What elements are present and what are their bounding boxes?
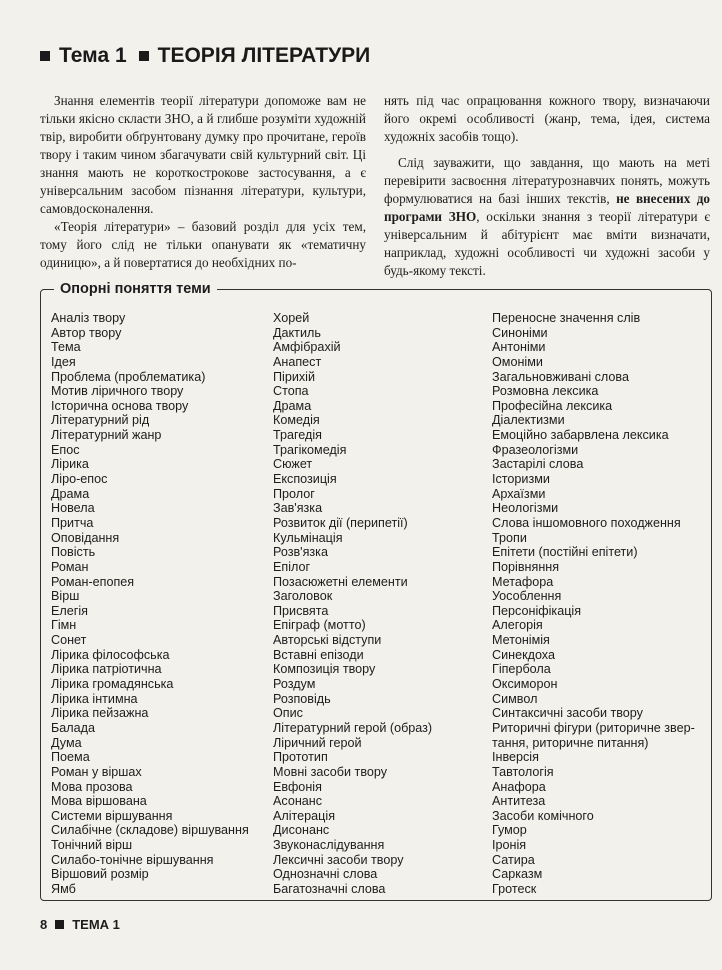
concept-item: Емоційно забарвлена лексика [492,428,669,443]
concept-item: Ямб [51,881,76,896]
concept-item: Драма [273,398,312,413]
concept-item: Синекдоха [492,647,555,662]
intro-right-column [384,92,710,280]
concepts-title: Опорні поняття теми [54,281,217,297]
intro-bold-text: не внесених до програми ЗНО [384,191,711,224]
concept-item: Синтаксичні засоби твору [492,706,643,721]
concept-item: Історизми [492,472,550,487]
concept-item: Метонімія [492,633,550,648]
page-title [40,44,370,68]
concept-item: Розмовна лексика [492,384,599,399]
topic-title: ТЕОРІЯ ЛІТЕРАТУРИ [157,44,371,67]
concept-item: Діалектизми [492,413,565,428]
concept-item: Стопа [273,384,309,399]
concept-item: Тема [51,340,81,355]
intro-text: Слід зауважити, що завдання, що мають на меті перевірити засвоєння літературознавчих понять, можуть формулюватися на базі інших текстів, [384,155,710,206]
concept-item: Антитеза [492,794,546,809]
concept-item: Розповідь [273,691,331,706]
page-footer [40,917,120,932]
concept-item: Алегорія [492,618,543,633]
concept-item: Лірика [51,457,89,472]
concept-item: Архаїзми [492,486,546,501]
concept-item: Хорей [273,311,310,325]
concept-item: Роздум [273,677,316,692]
concept-item: Елегія [51,603,88,618]
concept-item: Лірика філософська [51,647,170,662]
topic-label: Тема 1 [59,44,127,67]
concept-item: Уособлення [492,589,562,604]
square-bullet-icon [139,51,149,61]
concept-item: Драма [51,486,90,501]
intro-left-column [40,92,366,272]
concept-item: Гімн [51,618,77,633]
concept-item: Епіграф (мотто) [273,618,366,633]
concept-item: Загальновживані слова [492,369,629,384]
concept-item: Засоби комічного [492,808,594,823]
concept-item: Трагедія [273,428,323,443]
concept-item: Мовні засоби твору [273,764,388,779]
concept-item: Застарілі слова [492,457,584,472]
concept-item: Притча [51,515,94,530]
concept-item: Пролог [273,486,315,501]
concept-item: Сюжет [273,457,313,472]
concept-item: Історична основа твору [51,398,189,413]
concept-item: Комедія [273,413,320,428]
concept-item: Аналіз твору [51,311,126,325]
intro-paragraph: нять під час опрацювання кожного твору, визначаючи його окремі особливості (жанр, тема, ідея, система художніх засобів тощо). [384,93,710,144]
concept-item: Антоніми [492,340,546,355]
concept-item: Новела [51,501,95,516]
concept-item: Присвята [273,603,329,618]
intro-text: , оскільки знання з теорії літератури є універсальним й абітурієнт має вміти визначати, наприклад, художні особливості чи художні засоби у будь-якому тексті. [384,209,711,278]
concept-item: Багатозначні слова [273,881,386,896]
concept-item: Амфібрахій [273,340,341,355]
concept-item: Іронія [492,838,527,853]
concept-item: Силабо-тонічне віршування [51,852,214,867]
concept-item: Лірика пейзажна [51,706,149,721]
concept-item: Гіпербола [492,662,551,677]
concept-item: Роман [51,559,89,574]
concept-item: Повість [51,545,96,560]
concept-item: Ліричний герой [273,735,362,750]
concept-item: Літературний герой (образ) [273,720,433,735]
concept-item: Анапест [273,354,322,369]
footer-section: ТЕМА 1 [72,917,120,932]
concept-item: Епітети (постійні епітети) [492,545,638,560]
concept-item: Алітерація [273,808,336,823]
concepts-column-1 [51,311,266,897]
concept-item: Тонічний вірш [51,838,133,853]
intro-paragraph [384,154,710,280]
concept-item: Епос [51,442,80,457]
concept-item: Роман-епопея [51,574,135,589]
concept-item: Прототип [273,750,328,765]
concept-item: Експозиція [273,472,337,487]
concept-item: Сонет [51,633,87,648]
concept-item: Синоніми [492,325,548,340]
concept-item: Автор твору [51,325,122,340]
concept-item: Порівняння [492,559,560,574]
concept-item: Переносне значення слів [492,311,641,325]
concept-item: Асонанс [273,794,323,809]
concept-item: Позасюжетні елементи [273,574,408,589]
concept-item: Мотив ліричного твору [51,384,184,399]
concept-item: Зав'язка [273,501,323,516]
concept-item: Літературний рід [51,413,150,428]
concept-item: Мова віршована [51,794,147,809]
concept-item: Віршовий розмір [51,867,149,882]
square-bullet-icon [40,51,50,61]
concept-item: Композиція твору [273,662,376,677]
concept-item: Оксиморон [492,677,558,692]
concept-item: Ідея [51,354,76,369]
concept-item: Дисонанс [273,823,330,838]
concept-item: Опис [273,706,303,721]
concept-item: Евфонія [273,779,322,794]
concept-item: Лірика інтимна [51,691,138,706]
concept-item: Риторичні фігури (риторичне звер- [492,720,695,735]
concept-item: Оповідання [51,530,120,545]
concept-item: Тавтологія [492,764,554,779]
page-number: 8 [40,917,48,932]
concepts-column-2 [273,311,483,897]
concept-item: Анафора [492,779,546,794]
concept-item: Символ [492,691,538,706]
concept-item: Кульмінація [273,530,343,545]
concept-item: Вірш [51,589,80,604]
concept-item: Тропи [492,530,527,545]
concept-item: Гротеск [492,881,537,896]
concept-item: Роман у віршах [51,764,142,779]
intro-paragraph: «Теорія літератури» – базовий розділ для усіх тем, тому його слід не тільки опанувати як «тематичну одиницю», а й повертатися до необхідних по- [40,219,366,270]
concept-item: Лексичні засоби твору [273,852,404,867]
concept-item: Балада [51,720,95,735]
concept-item: Заголовок [273,589,333,604]
concept-item: Гумор [492,823,527,838]
concept-item: Дактиль [273,325,321,340]
concept-item: Епілог [273,559,311,574]
concept-item: Професійна лексика [492,398,613,413]
concepts-column-3 [492,311,704,897]
concept-item: Фразеологізми [492,442,579,457]
concept-item: Слова іншомовного походження [492,515,681,530]
concept-item: Звуконаслідування [273,838,385,853]
concept-item: Дума [51,735,82,750]
concept-item: Поема [51,750,90,765]
concept-item: Авторські відступи [273,633,382,648]
concept-item: Мова прозова [51,779,133,794]
concept-item: Трагікомедія [273,442,347,457]
concept-item: Літературний жанр [51,428,162,443]
concept-item: Пірихій [273,369,316,384]
square-bullet-icon [55,920,64,929]
concept-item: Лірика патріотична [51,662,162,677]
concept-item: Омоніми [492,354,543,369]
concept-item: тання, риторичне питання) [492,735,649,750]
concept-item: Лірика громадянська [51,677,174,692]
concept-item: Системи віршування [51,808,173,823]
concept-item: Сарказм [492,867,543,882]
concept-item: Розв'язка [273,545,328,560]
intro-paragraph: Знання елементів теорії літератури допоможе вам не тільки якісно скласти ЗНО, а й глибше розуміти художній твір, виробити обґрунтовану думку про прочитане, героїв твору і таким чином збагачувати свій культурний світ. Ці знання мають не короткострокове застосування, а є універсальним засобом пізнання літератури, культури, самовдосконалення. [40,93,366,216]
concept-item: Однозначні слова [273,867,378,882]
concept-item: Проблема (проблематика) [51,369,206,384]
concept-item: Сатира [492,852,535,867]
concept-item: Силабічне (складове) віршування [51,823,249,838]
concept-item: Інверсія [492,750,539,765]
concept-item: Ліро-епос [51,472,108,487]
concept-item: Неологізми [492,501,559,516]
concept-item: Розвиток дії (перипетії) [273,515,408,530]
concept-item: Метафора [492,574,554,589]
concept-item: Вставні епізоди [273,647,364,662]
concept-item: Персоніфікація [492,603,582,618]
